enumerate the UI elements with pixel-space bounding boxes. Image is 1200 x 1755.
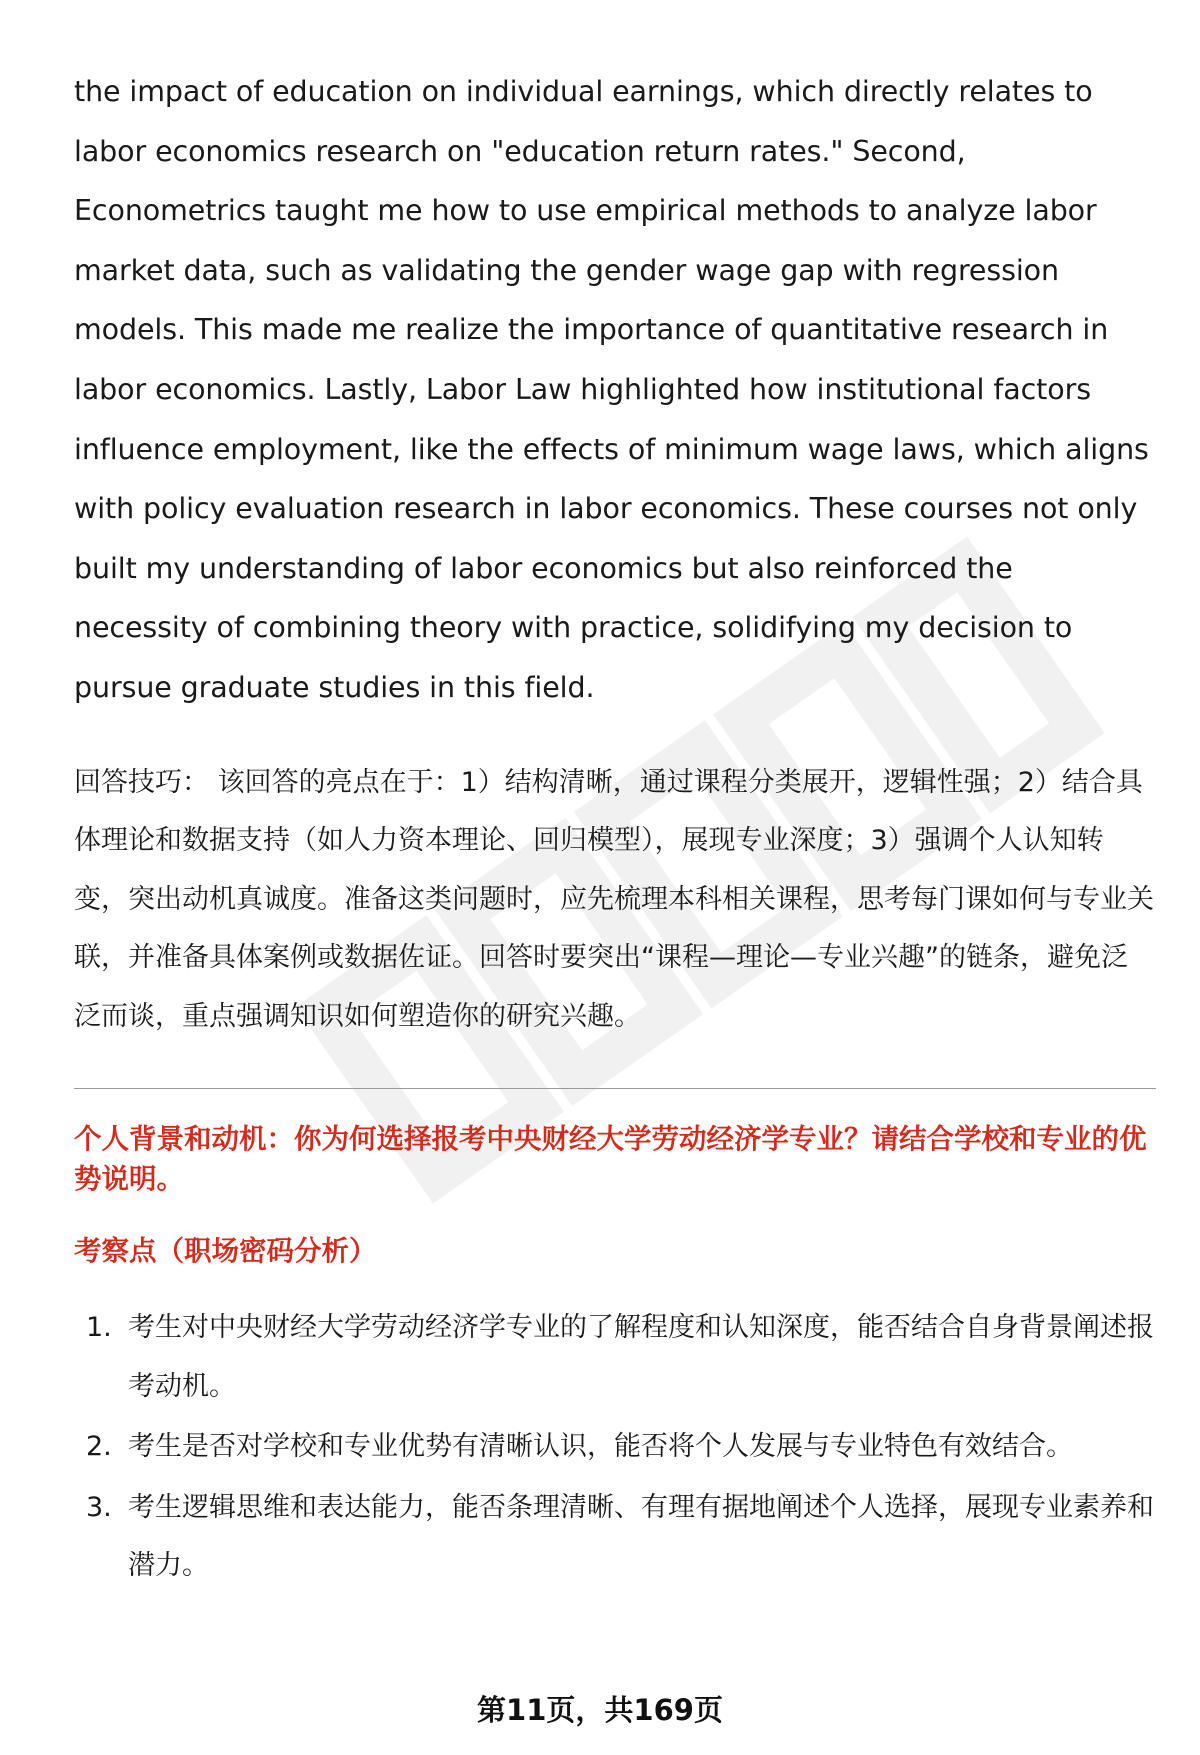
document-page <box>74 62 1154 1598</box>
question-heading: 个人背景和动机：你为何选择报考中央财经大学劳动经济学专业？请结合学校和专业的优势说明。 <box>74 1123 1147 1196</box>
list-item <box>74 1418 1154 1477</box>
list-item-number: 3. <box>86 1491 112 1523</box>
assessment-points-heading: 考察点（职场密码分析） <box>74 1235 377 1268</box>
section-divider <box>74 1088 1156 1089</box>
list-item-text: 考生逻辑思维和表达能力，能否条理清晰、有理有据地阐述个人选择，展现专业素养和潜力。 <box>128 1491 1154 1582</box>
answer-tips: 回答技巧： 该回答的亮点在于：1）结构清晰，通过课程分类展开，逻辑性强；2）结合具体理论和数据支持（如人力资本理论、回归模型），展现专业深度；3）强调个人认知转变，突出动机真诚度。准备这类问题时，应先梳理本科相关课程，思考每门课如何与专业关联，并准备具体案例或数据佐证。回答时要突出“课程—理论—专业兴趣”的链条，避免泛泛而谈，重点强调知识如何塑造你的研究兴趣。 <box>74 766 1154 1032</box>
list-item-text: 考生对中央财经大学劳动经济学专业的了解程度和认知深度，能否结合自身背景阐述报考动机。 <box>128 1312 1154 1402</box>
list-item-text: 考生是否对学校和专业优势有清晰认识，能否将个人发展与专业特色有效结合。 <box>128 1431 1073 1463</box>
answer-paragraph: the impact of education on individual earnings, which directly relates to labor economics research on "education return rates." Second, Econometrics taught me how to use empirical methods to analyze labor market data, such as validating the gender wage gap with regression models. This made me realize the importance of quantitative research in labor economics. Lastly, Labor Law highlighted how institutional factors influence employment, like the effects of minimum wage laws, which aligns with policy evaluation research in labor economics. These courses not only built my understanding of labor economics but also reinforced the necessity of combining theory with practice, solidifying my decision to pursue graduate studies in this field. <box>74 75 1149 704</box>
list-item-number: 1. <box>86 1312 112 1344</box>
list-item <box>74 1299 1154 1416</box>
list-item <box>74 1479 1154 1596</box>
list-item-number: 2. <box>86 1431 112 1463</box>
assessment-points-list <box>74 1299 1154 1596</box>
page-number: 第11页，共169页 <box>477 1693 723 1727</box>
